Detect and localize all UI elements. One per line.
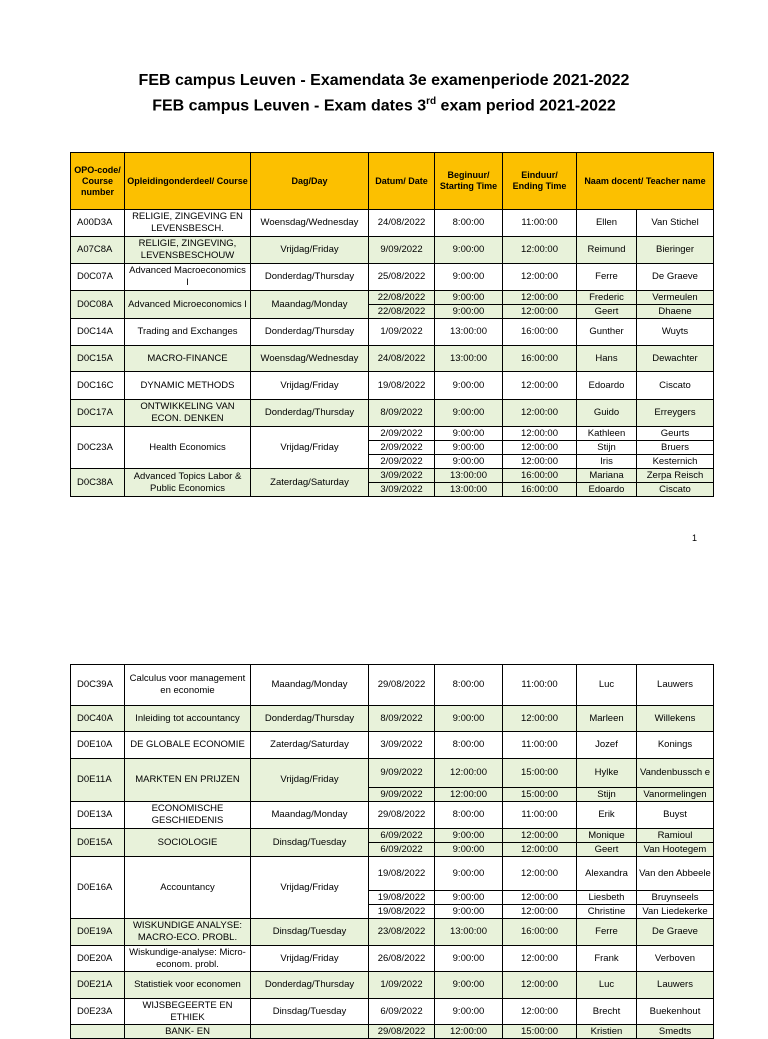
date-cell: 19/08/2022 [369, 905, 435, 919]
course-code-cell: D0C38A [71, 469, 125, 497]
date-cell: 24/08/2022 [369, 210, 435, 237]
table-row [71, 972, 714, 999]
table-row [71, 291, 714, 305]
teacher-first-name-cell: Edoardo [577, 372, 637, 400]
teacher-first-name-cell: Hans [577, 346, 637, 372]
table-row [71, 210, 714, 237]
start-time-cell: 9:00:00 [435, 291, 503, 305]
course-name-cell: Trading and Exchanges [125, 319, 251, 346]
course-code-cell: D0E19A [71, 919, 125, 946]
day-cell: Vrijdag/Friday [251, 857, 369, 919]
table-row [71, 802, 714, 829]
header-date: Datum/ Date [369, 153, 435, 210]
date-cell: 9/09/2022 [369, 237, 435, 264]
course-code-cell: A07C8A [71, 237, 125, 264]
end-time-cell: 12:00:00 [503, 372, 577, 400]
course-name-cell: BANK- EN [125, 1025, 251, 1039]
course-code-cell: D0C16C [71, 372, 125, 400]
date-cell: 2/09/2022 [369, 427, 435, 441]
end-time-cell: 11:00:00 [503, 665, 577, 706]
day-cell: Woensdag/Wednesday [251, 346, 369, 372]
course-code-cell: D0C15A [71, 346, 125, 372]
start-time-cell: 8:00:00 [435, 665, 503, 706]
teacher-first-name-cell: Frank [577, 946, 637, 972]
day-cell: Vrijdag/Friday [251, 759, 369, 802]
teacher-first-name-cell: Ferre [577, 919, 637, 946]
end-time-cell: 12:00:00 [503, 305, 577, 319]
day-cell: Maandag/Monday [251, 291, 369, 319]
day-cell: Donderdag/Thursday [251, 264, 369, 291]
course-code-cell: D0E15A [71, 829, 125, 857]
teacher-last-name-cell: Vandenbussch e [637, 759, 714, 788]
date-cell: 8/09/2022 [369, 706, 435, 732]
teacher-first-name-cell: Brecht [577, 999, 637, 1025]
start-time-cell: 9:00:00 [435, 999, 503, 1025]
table-row [71, 829, 714, 843]
date-cell: 22/08/2022 [369, 291, 435, 305]
course-name-cell: RELIGIE, ZINGEVING EN LEVENSBESCH. [125, 210, 251, 237]
teacher-last-name-cell: Buyst [637, 802, 714, 829]
date-cell: 25/08/2022 [369, 264, 435, 291]
end-time-cell: 12:00:00 [503, 706, 577, 732]
date-cell: 6/09/2022 [369, 829, 435, 843]
course-code-cell: D0E23A [71, 999, 125, 1025]
day-cell: Zaterdag/Saturday [251, 469, 369, 497]
end-time-cell: 12:00:00 [503, 999, 577, 1025]
header-course: Opleidingonderdeel/ Course [125, 153, 251, 210]
table-row [71, 469, 714, 483]
teacher-first-name-cell: Geert [577, 305, 637, 319]
start-time-cell: 13:00:00 [435, 483, 503, 497]
start-time-cell: 13:00:00 [435, 919, 503, 946]
day-cell: Maandag/Monday [251, 665, 369, 706]
teacher-first-name-cell: Gunther [577, 319, 637, 346]
start-time-cell: 9:00:00 [435, 891, 503, 905]
teacher-first-name-cell: Guido [577, 400, 637, 427]
header-teacher: Naam docent/ Teacher name [577, 153, 714, 210]
table-row [71, 237, 714, 264]
course-name-cell: Wiskundige-analyse: Micro-econom. probl. [125, 946, 251, 972]
teacher-last-name-cell: Van Stichel [637, 210, 714, 237]
start-time-cell: 8:00:00 [435, 732, 503, 759]
end-time-cell: 12:00:00 [503, 400, 577, 427]
course-name-cell: WIJSBEGEERTE EN ETHIEK [125, 999, 251, 1025]
exam-table-page-1 [70, 152, 714, 497]
teacher-last-name-cell: Erreygers [637, 400, 714, 427]
day-cell: Vrijdag/Friday [251, 946, 369, 972]
document-title-english: FEB campus Leuven - Exam dates 3rd exam period 2021-2022 [152, 96, 616, 115]
start-time-cell: 12:00:00 [435, 1025, 503, 1039]
end-time-cell: 16:00:00 [503, 919, 577, 946]
course-name-cell: Accountancy [125, 857, 251, 919]
course-name-cell: DYNAMIC METHODS [125, 372, 251, 400]
end-time-cell: 15:00:00 [503, 788, 577, 802]
teacher-first-name-cell: Ferre [577, 264, 637, 291]
start-time-cell: 9:00:00 [435, 972, 503, 999]
end-time-cell: 12:00:00 [503, 455, 577, 469]
teacher-first-name-cell: Liesbeth [577, 891, 637, 905]
start-time-cell: 9:00:00 [435, 843, 503, 857]
start-time-cell: 9:00:00 [435, 441, 503, 455]
start-time-cell: 9:00:00 [435, 264, 503, 291]
course-name-cell: DE GLOBALE ECONOMIE [125, 732, 251, 759]
date-cell: 2/09/2022 [369, 441, 435, 455]
table-row [71, 264, 714, 291]
course-name-cell: ONTWIKKELING VAN ECON. DENKEN [125, 400, 251, 427]
end-time-cell: 12:00:00 [503, 843, 577, 857]
table-row [71, 346, 714, 372]
table-row [71, 665, 714, 706]
day-cell [251, 1025, 369, 1039]
date-cell: 26/08/2022 [369, 946, 435, 972]
teacher-last-name-cell: Vermeulen [637, 291, 714, 305]
teacher-last-name-cell: Vanormelingen [637, 788, 714, 802]
table-row [71, 946, 714, 972]
start-time-cell: 9:00:00 [435, 706, 503, 732]
teacher-last-name-cell: Wuyts [637, 319, 714, 346]
course-code-cell [71, 1025, 125, 1039]
teacher-last-name-cell: Ciscato [637, 483, 714, 497]
page-number: 1 [692, 533, 698, 543]
teacher-first-name-cell: Luc [577, 972, 637, 999]
teacher-last-name-cell: Van Liedekerke [637, 905, 714, 919]
course-code-cell: A00D3A [71, 210, 125, 237]
start-time-cell: 8:00:00 [435, 802, 503, 829]
course-name-cell: Calculus voor management en economie [125, 665, 251, 706]
day-cell: Dinsdag/Tuesday [251, 919, 369, 946]
date-cell: 1/09/2022 [369, 972, 435, 999]
course-name-cell: Advanced Macroeconomics I [125, 264, 251, 291]
end-time-cell: 16:00:00 [503, 469, 577, 483]
end-time-cell: 12:00:00 [503, 829, 577, 843]
day-cell: Vrijdag/Friday [251, 237, 369, 264]
course-code-cell: D0C14A [71, 319, 125, 346]
course-name-cell: WISKUNDIGE ANALYSE: MACRO-ECO. PROBL. [125, 919, 251, 946]
teacher-first-name-cell: Mariana [577, 469, 637, 483]
end-time-cell: 16:00:00 [503, 483, 577, 497]
start-time-cell: 8:00:00 [435, 210, 503, 237]
date-cell: 3/09/2022 [369, 732, 435, 759]
course-name-cell: Health Economics [125, 427, 251, 469]
start-time-cell: 13:00:00 [435, 319, 503, 346]
day-cell: Donderdag/Thursday [251, 706, 369, 732]
teacher-last-name-cell: Zerpa Reisch [637, 469, 714, 483]
teacher-last-name-cell: Geurts [637, 427, 714, 441]
day-cell: Zaterdag/Saturday [251, 732, 369, 759]
course-code-cell: D0C07A [71, 264, 125, 291]
start-time-cell: 9:00:00 [435, 237, 503, 264]
teacher-first-name-cell: Erik [577, 802, 637, 829]
teacher-first-name-cell: Geert [577, 843, 637, 857]
day-cell: Dinsdag/Tuesday [251, 999, 369, 1025]
exam-table-page-2 [70, 664, 714, 1039]
table-row [71, 999, 714, 1025]
table-row [71, 319, 714, 346]
course-name-cell: RELIGIE, ZINGEVING, LEVENSBESCHOUW [125, 237, 251, 264]
start-time-cell: 12:00:00 [435, 759, 503, 788]
date-cell: 1/09/2022 [369, 319, 435, 346]
teacher-first-name-cell: Stijn [577, 788, 637, 802]
table-row [71, 1025, 714, 1039]
end-time-cell: 16:00:00 [503, 319, 577, 346]
end-time-cell: 12:00:00 [503, 972, 577, 999]
header-start: Beginuur/ Starting Time [435, 153, 503, 210]
end-time-cell: 15:00:00 [503, 759, 577, 788]
teacher-last-name-cell: Smedts [637, 1025, 714, 1039]
date-cell: 22/08/2022 [369, 305, 435, 319]
date-cell: 8/09/2022 [369, 400, 435, 427]
teacher-last-name-cell: Konings [637, 732, 714, 759]
course-code-cell: D0C08A [71, 291, 125, 319]
header-code: OPO-code/ Course number [71, 153, 125, 210]
table-row [71, 427, 714, 441]
start-time-cell: 9:00:00 [435, 829, 503, 843]
course-name-cell: ECONOMISCHE GESCHIEDENIS [125, 802, 251, 829]
teacher-last-name-cell: Lauwers [637, 665, 714, 706]
end-time-cell: 12:00:00 [503, 946, 577, 972]
teacher-last-name-cell: Dhaene [637, 305, 714, 319]
day-cell: Maandag/Monday [251, 802, 369, 829]
end-time-cell: 11:00:00 [503, 732, 577, 759]
start-time-cell: 9:00:00 [435, 857, 503, 891]
course-code-cell: D0E10A [71, 732, 125, 759]
table-row [71, 400, 714, 427]
course-name-cell: Advanced Microeconomics I [125, 291, 251, 319]
teacher-first-name-cell: Ellen [577, 210, 637, 237]
start-time-cell: 12:00:00 [435, 788, 503, 802]
date-cell: 3/09/2022 [369, 483, 435, 497]
start-time-cell: 9:00:00 [435, 400, 503, 427]
end-time-cell: 12:00:00 [503, 891, 577, 905]
table-row [71, 732, 714, 759]
course-code-cell: D0C39A [71, 665, 125, 706]
teacher-last-name-cell: De Graeve [637, 919, 714, 946]
course-code-cell: D0E16A [71, 857, 125, 919]
course-name-cell: Inleiding tot accountancy [125, 706, 251, 732]
date-cell: 9/09/2022 [369, 788, 435, 802]
teacher-last-name-cell: Bruers [637, 441, 714, 455]
end-time-cell: 12:00:00 [503, 857, 577, 891]
end-time-cell: 15:00:00 [503, 1025, 577, 1039]
teacher-first-name-cell: Frederic [577, 291, 637, 305]
teacher-last-name-cell: Ciscato [637, 372, 714, 400]
date-cell: 23/08/2022 [369, 919, 435, 946]
date-cell: 6/09/2022 [369, 843, 435, 857]
day-cell: Vrijdag/Friday [251, 427, 369, 469]
table-row [71, 857, 714, 891]
date-cell: 29/08/2022 [369, 665, 435, 706]
teacher-first-name-cell: Reimund [577, 237, 637, 264]
start-time-cell: 9:00:00 [435, 372, 503, 400]
day-cell: Dinsdag/Tuesday [251, 829, 369, 857]
start-time-cell: 9:00:00 [435, 305, 503, 319]
table-row [71, 919, 714, 946]
start-time-cell: 9:00:00 [435, 905, 503, 919]
teacher-last-name-cell: Verboven [637, 946, 714, 972]
table-row [71, 706, 714, 732]
course-code-cell: D0C17A [71, 400, 125, 427]
course-code-cell: D0E11A [71, 759, 125, 802]
teacher-last-name-cell: De Graeve [637, 264, 714, 291]
teacher-first-name-cell: Alexandra [577, 857, 637, 891]
teacher-first-name-cell: Jozef [577, 732, 637, 759]
teacher-last-name-cell: Buekenhout [637, 999, 714, 1025]
teacher-last-name-cell: Bruynseels [637, 891, 714, 905]
course-name-cell: Advanced Topics Labor & Public Economics [125, 469, 251, 497]
date-cell: 9/09/2022 [369, 759, 435, 788]
end-time-cell: 12:00:00 [503, 905, 577, 919]
document-title-dutch: FEB campus Leuven - Examendata 3e examenperiode 2021-2022 [138, 72, 630, 89]
course-name-cell: MACRO-FINANCE [125, 346, 251, 372]
teacher-first-name-cell: Iris [577, 455, 637, 469]
date-cell: 19/08/2022 [369, 372, 435, 400]
end-time-cell: 12:00:00 [503, 237, 577, 264]
teacher-last-name-cell: Van Hootegem [637, 843, 714, 857]
day-cell: Donderdag/Thursday [251, 319, 369, 346]
table-row [71, 372, 714, 400]
teacher-first-name-cell: Marleen [577, 706, 637, 732]
date-cell: 3/09/2022 [369, 469, 435, 483]
teacher-last-name-cell: Lauwers [637, 972, 714, 999]
end-time-cell: 16:00:00 [503, 346, 577, 372]
date-cell: 29/08/2022 [369, 802, 435, 829]
teacher-last-name-cell: Dewachter [637, 346, 714, 372]
teacher-first-name-cell: Stijn [577, 441, 637, 455]
teacher-first-name-cell: Luc [577, 665, 637, 706]
date-cell: 6/09/2022 [369, 999, 435, 1025]
end-time-cell: 12:00:00 [503, 441, 577, 455]
date-cell: 24/08/2022 [369, 346, 435, 372]
teacher-last-name-cell: Ramioul [637, 829, 714, 843]
teacher-first-name-cell: Hylke [577, 759, 637, 788]
course-name-cell: SOCIOLOGIE [125, 829, 251, 857]
course-name-cell: MARKTEN EN PRIJZEN [125, 759, 251, 802]
start-time-cell: 13:00:00 [435, 346, 503, 372]
start-time-cell: 9:00:00 [435, 946, 503, 972]
end-time-cell: 11:00:00 [503, 802, 577, 829]
table-row [71, 759, 714, 788]
header-end: Einduur/ Ending Time [503, 153, 577, 210]
teacher-last-name-cell: Van den Abbeele [637, 857, 714, 891]
day-cell: Donderdag/Thursday [251, 972, 369, 999]
date-cell: 29/08/2022 [369, 1025, 435, 1039]
course-code-cell: D0C40A [71, 706, 125, 732]
start-time-cell: 9:00:00 [435, 427, 503, 441]
teacher-first-name-cell: Edoardo [577, 483, 637, 497]
teacher-first-name-cell: Monique [577, 829, 637, 843]
day-cell: Vrijdag/Friday [251, 372, 369, 400]
start-time-cell: 13:00:00 [435, 469, 503, 483]
teacher-first-name-cell: Christine [577, 905, 637, 919]
day-cell: Woensdag/Wednesday [251, 210, 369, 237]
end-time-cell: 12:00:00 [503, 291, 577, 305]
header-day: Dag/Day [251, 153, 369, 210]
start-time-cell: 9:00:00 [435, 455, 503, 469]
end-time-cell: 12:00:00 [503, 427, 577, 441]
day-cell: Donderdag/Thursday [251, 400, 369, 427]
teacher-last-name-cell: Bieringer [637, 237, 714, 264]
end-time-cell: 12:00:00 [503, 264, 577, 291]
teacher-first-name-cell: Kathleen [577, 427, 637, 441]
teacher-last-name-cell: Willekens [637, 706, 714, 732]
date-cell: 2/09/2022 [369, 455, 435, 469]
end-time-cell: 11:00:00 [503, 210, 577, 237]
table-header-row [71, 153, 714, 210]
teacher-last-name-cell: Kesternich [637, 455, 714, 469]
course-code-cell: D0E20A [71, 946, 125, 972]
course-code-cell: D0E13A [71, 802, 125, 829]
course-code-cell: D0E21A [71, 972, 125, 999]
date-cell: 19/08/2022 [369, 857, 435, 891]
date-cell: 19/08/2022 [369, 891, 435, 905]
teacher-first-name-cell: Kristien [577, 1025, 637, 1039]
course-name-cell: Statistiek voor economen [125, 972, 251, 999]
course-code-cell: D0C23A [71, 427, 125, 469]
